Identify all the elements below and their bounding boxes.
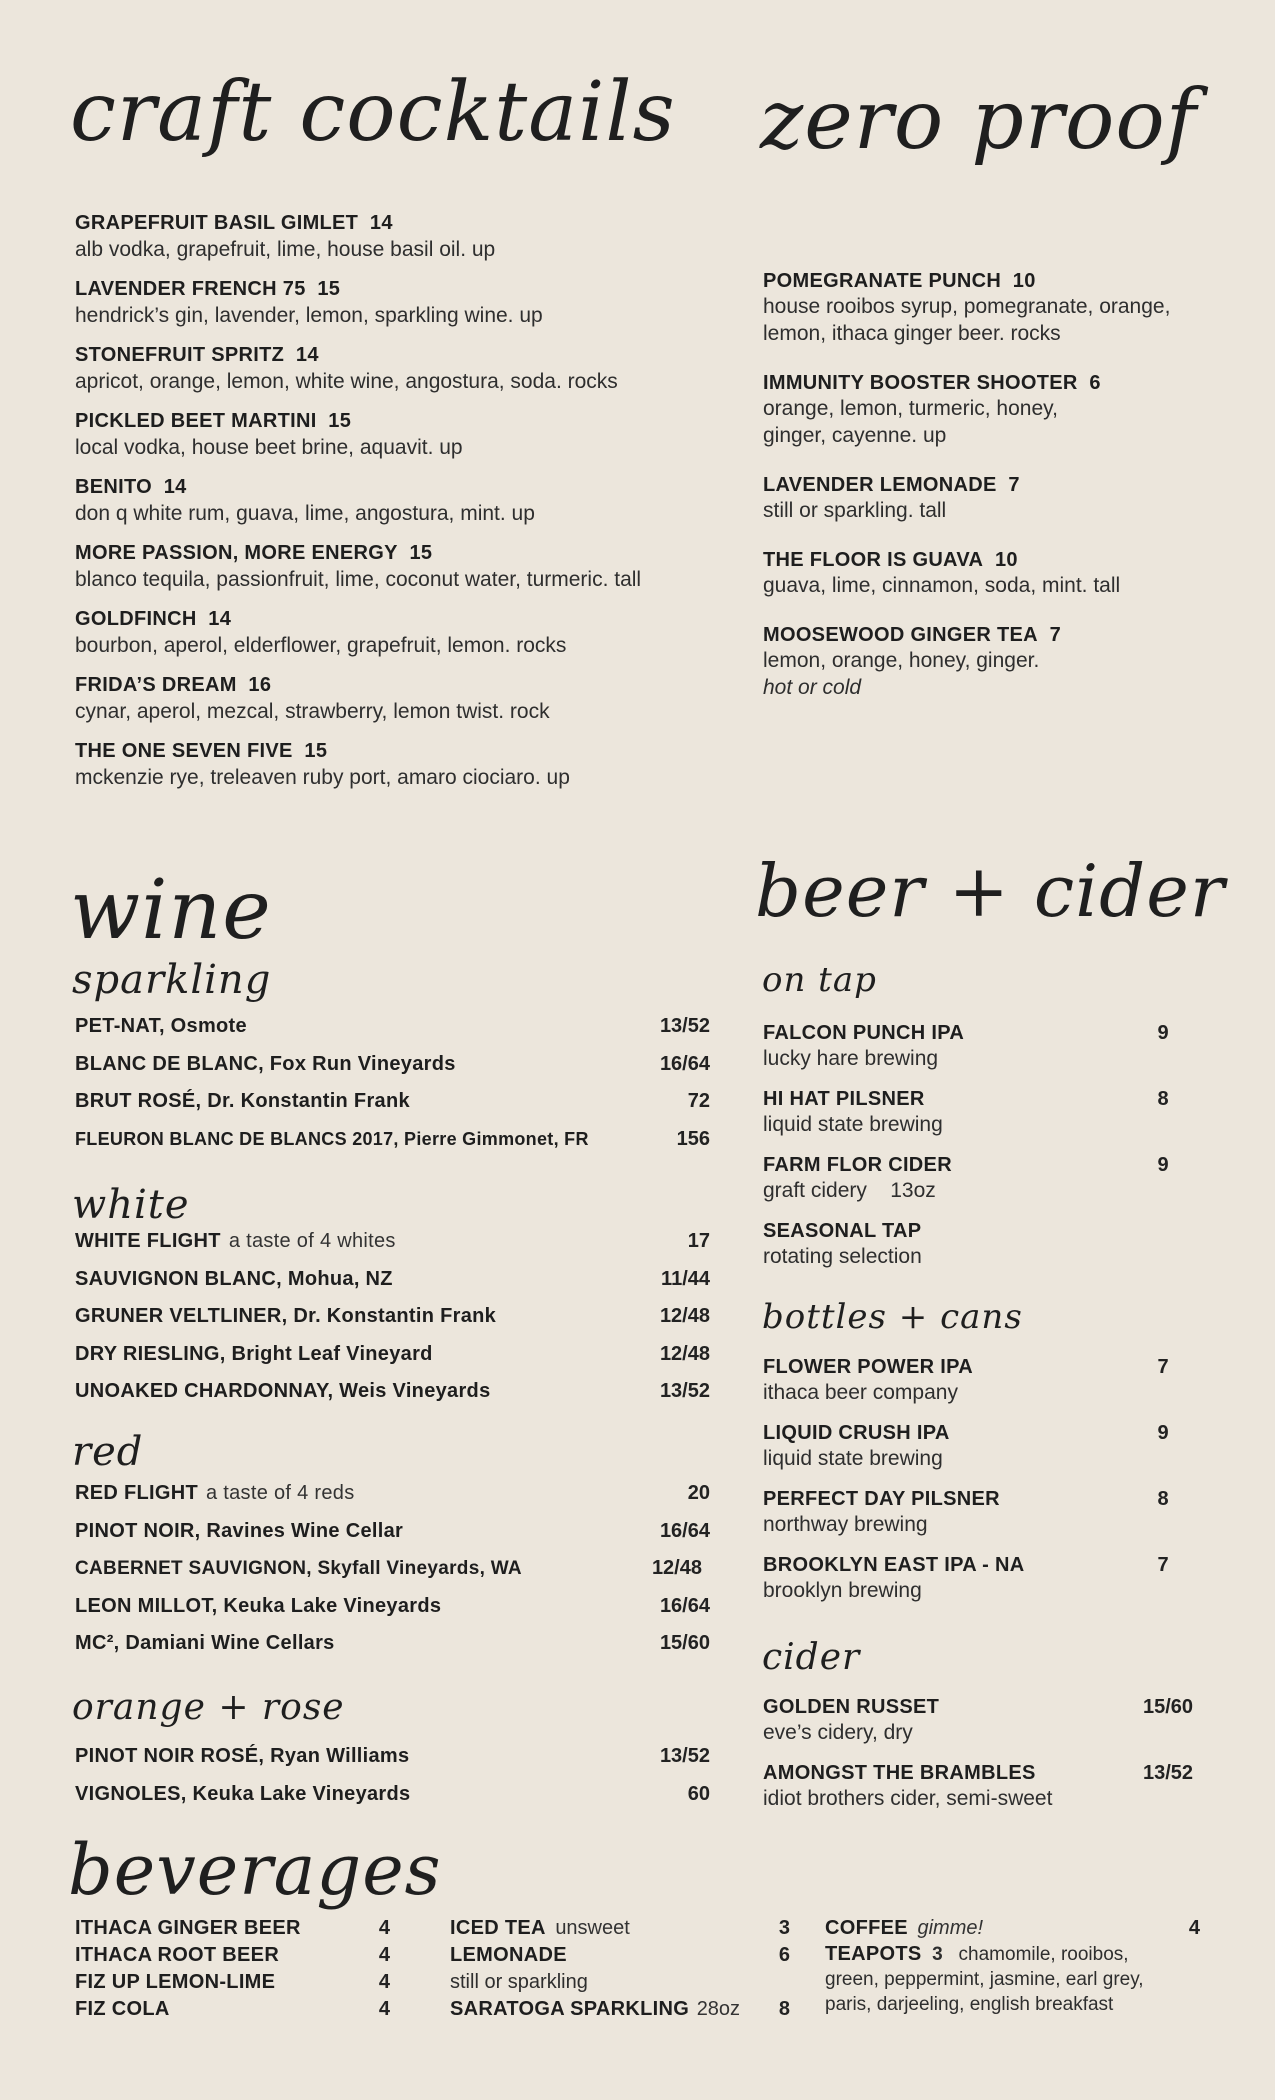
beverage-row: [450, 1996, 790, 2023]
wine-row: [75, 1482, 710, 1520]
wine-name: PINOT NOIR, Ravines Wine Cellar: [75, 1519, 404, 1542]
item-desc: blanco tequila, passionfruit, lime, coconut water, turmeric. tall: [75, 568, 642, 591]
item-desc: bourbon, aperol, elderflower, grapefruit, lemon. rocks: [75, 634, 567, 657]
wine-name: WHITE FLIGHT: [75, 1230, 221, 1252]
white-heading: white: [72, 1182, 190, 1228]
wine-name: LEON MILLOT, Keuka Lake Vineyards: [75, 1594, 442, 1617]
wine-name: BLANC DE BLANC, Fox Run Vineyards: [75, 1052, 456, 1075]
wine-price: 12/48: [659, 1342, 710, 1365]
wine-row: [75, 1343, 710, 1381]
item-price: 7: [1049, 624, 1062, 646]
beverage-name: SARATOGA SPARKLING: [450, 1998, 690, 2020]
beverage-row: [75, 1942, 390, 1969]
wine-row: [75, 1015, 710, 1053]
cider-desc: eve’s cidery, dry: [763, 1721, 913, 1744]
menu-item: [75, 606, 735, 659]
beverage-price: 4: [378, 1917, 390, 1939]
wine-price: 15/60: [659, 1632, 710, 1654]
item-desc: cynar, aperol, mezcal, strawberry, lemon twist. rock: [75, 700, 550, 723]
wine-price: 60: [687, 1782, 710, 1805]
beverage-price: 3: [932, 1944, 943, 1965]
cocktails-heading: craft cocktails: [70, 65, 676, 160]
wine-name: UNOAKED CHARDONNAY, Weis Vineyards: [75, 1380, 491, 1402]
cider-heading: cider: [762, 1637, 861, 1678]
beer-name: LIQUID CRUSH IPA: [763, 1422, 950, 1444]
wine-price: 16/64: [659, 1594, 710, 1617]
wine-name: BRUT ROSÉ, Dr. Konstantin Frank: [75, 1090, 410, 1112]
beer-name: HI HAT PILSNER: [763, 1088, 925, 1110]
beverage-price: 4: [378, 1944, 390, 1966]
beer-item: [763, 1154, 1203, 1204]
wine-row: [75, 1128, 710, 1166]
wine-row: [75, 1745, 710, 1783]
beverage-name: FIZ COLA: [75, 1998, 170, 2020]
item-price: 14: [295, 344, 319, 366]
wine-price: 13/52: [659, 1745, 710, 1767]
item-desc: house rooibos syrup, pomegranate, orange, lemon, ithaca ginger beer. rocks: [763, 295, 1171, 345]
beer-desc: liquid state brewing: [763, 1113, 943, 1136]
beverage-name: TEAPOTS: [825, 1943, 922, 1965]
beer-item: [763, 1762, 1203, 1812]
item-price: 15: [304, 740, 328, 762]
zero-proof-list: [763, 270, 1203, 714]
beer-item: [763, 1022, 1203, 1072]
wine-row: [75, 1268, 710, 1306]
item-price: 6: [1089, 372, 1101, 394]
item-price: 7: [1008, 474, 1020, 496]
wine-price: 156: [676, 1127, 710, 1150]
cider-name: AMONGST THE BRAMBLES: [763, 1762, 1036, 1784]
item-name: LAVENDER LEMONADE: [763, 474, 997, 496]
orange-rose-heading: orange + rose: [72, 1687, 345, 1728]
beer-desc: ithaca beer company: [763, 1381, 958, 1404]
beer-price: 7: [1157, 1554, 1169, 1576]
menu-item: [75, 408, 735, 461]
beverage-price: 6: [778, 1944, 790, 1966]
beer-name: SEASONAL TAP: [763, 1220, 922, 1242]
item-name: POMEGRANATE PUNCH: [763, 270, 1002, 292]
beverage-row: [75, 1915, 390, 1942]
wine-price: 72: [687, 1090, 710, 1112]
menu-item: [763, 270, 1203, 347]
wine-price: 11/44: [661, 1267, 710, 1290]
item-desc: don q white rum, guava, lime, angostura, mint. up: [75, 502, 535, 525]
menu-item: [763, 372, 1203, 449]
beverages-col-2: [450, 1915, 790, 2023]
wine-name: RED FLIGHT: [75, 1482, 198, 1504]
item-name: PICKLED BEET MARTINI: [75, 410, 317, 432]
item-desc: guava, lime, cinnamon, soda, mint. tall: [763, 574, 1121, 597]
wine-price: 17: [687, 1230, 710, 1252]
bottles-list: [763, 1356, 1203, 1620]
beer-item: [763, 1422, 1203, 1472]
beverages-heading: beverages: [68, 1829, 442, 1911]
menu-item: [763, 624, 1203, 701]
wine-row: [75, 1520, 710, 1558]
beverage-note: unsweet: [555, 1917, 630, 1939]
beverage-name: ITHACA ROOT BEER: [75, 1944, 280, 1966]
menu-item: [75, 474, 735, 527]
wine-price: 16/64: [659, 1052, 710, 1075]
bottles-cans-heading: bottles + cans: [762, 1297, 1023, 1337]
item-name: MORE PASSION, MORE ENERGY: [75, 542, 398, 564]
wine-price: 12/48: [659, 1305, 710, 1327]
red-list: [75, 1482, 710, 1670]
cider-price: 15/60: [1142, 1696, 1194, 1718]
beer-name: FLOWER POWER IPA: [763, 1356, 973, 1378]
wine-row: [75, 1380, 710, 1418]
orange-rose-list: [75, 1745, 710, 1820]
sparkling-list: [75, 1015, 710, 1165]
cider-price: 13/52: [1142, 1762, 1194, 1784]
item-name: LAVENDER FRENCH 75: [75, 278, 306, 300]
beverage-row: [450, 1915, 790, 1942]
cider-desc: idiot brothers cider, semi-sweet: [763, 1787, 1053, 1810]
wine-heading: wine: [70, 863, 272, 958]
menu-item: [75, 210, 735, 263]
beer-item: [763, 1356, 1203, 1406]
beverage-row: [75, 1996, 390, 2023]
menu-item: [75, 672, 735, 725]
zero-proof-heading: zero proof: [760, 73, 1198, 168]
wine-name: GRUNER VELTLINER, Dr. Konstantin Frank: [75, 1305, 497, 1327]
beer-price: 9: [1157, 1154, 1169, 1176]
wine-row: [75, 1230, 710, 1268]
beer-name: FALCON PUNCH IPA: [763, 1022, 965, 1044]
item-price: 16: [248, 674, 272, 696]
menu-item: [75, 342, 735, 395]
wine-name: FLEURON BLANC DE BLANCS 2017, Pierre Gimmonet, FR: [75, 1128, 589, 1149]
menu-item: [75, 276, 735, 329]
beverage-note: chamomile, rooibos, green, peppermint, jasmine, earl grey, paris, darjeeling, english breakfast: [825, 1944, 1144, 2015]
wine-price: 13/52: [659, 1015, 710, 1037]
white-list: [75, 1230, 710, 1418]
wine-row: [75, 1557, 710, 1595]
item-name: GRAPEFRUIT BASIL GIMLET: [75, 212, 359, 234]
item-desc: lemon, orange, honey, ginger.: [763, 649, 1040, 672]
beverage-note: 28oz: [696, 1998, 741, 2020]
cider-name: GOLDEN RUSSET: [763, 1696, 940, 1718]
beverage-price: 4: [378, 1998, 390, 2020]
item-name: THE FLOOR IS GUAVA: [763, 549, 984, 571]
beer-price: 8: [1157, 1488, 1169, 1510]
beverage-price: 4: [378, 1971, 390, 1993]
beverage-name: ICED TEA: [450, 1917, 546, 1939]
item-price: 10: [1012, 270, 1036, 292]
wine-name: PINOT NOIR ROSÉ, Ryan Williams: [75, 1745, 410, 1767]
wine-row: [75, 1305, 710, 1343]
red-heading: red: [72, 1429, 144, 1475]
menu-item: [763, 549, 1203, 599]
beer-desc: rotating selection: [763, 1245, 922, 1268]
item-desc: orange, lemon, turmeric, honey, ginger, cayenne. up: [763, 397, 1058, 447]
beverage-price: 4: [1188, 1917, 1200, 1939]
menu-item: [75, 540, 735, 593]
beverage-note: gimme!: [917, 1917, 984, 1939]
item-desc: local vodka, house beet brine, aquavit. up: [75, 436, 463, 459]
beer-name: FARM FLOR CIDER: [763, 1154, 952, 1176]
beverage-row: [825, 1915, 1200, 1942]
beer-name: PERFECT DAY PILSNER: [763, 1488, 1000, 1510]
wine-price: 20: [687, 1482, 710, 1504]
cocktails-list: [75, 210, 735, 804]
beer-desc: brooklyn brewing: [763, 1579, 922, 1602]
on-tap-heading: on tap: [762, 960, 877, 1000]
cider-list: [763, 1696, 1203, 1828]
item-price: 15: [328, 410, 352, 432]
beer-price: 7: [1157, 1356, 1169, 1378]
wine-name: VIGNOLES, Keuka Lake Vineyards: [75, 1782, 411, 1805]
wine-row: [75, 1783, 710, 1821]
beverage-name: FIZ UP LEMON-LIME: [75, 1971, 276, 1993]
wine-row: [75, 1090, 710, 1128]
beverages-col-1: [75, 1915, 390, 2023]
beer-desc: graft cidery 13oz: [763, 1179, 936, 1202]
beer-cider-heading: beer + cider: [755, 849, 1226, 933]
wine-name: CABERNET SAUVIGNON, Skyfall Vineyards, WA: [75, 1558, 522, 1579]
item-name: BENITO: [75, 476, 152, 498]
beer-item: [763, 1220, 1203, 1270]
wine-name: MC², Damiani Wine Cellars: [75, 1632, 335, 1654]
item-desc: mckenzie rye, treleaven ruby port, amaro ciociaro. up: [75, 766, 570, 789]
beer-price: 9: [1157, 1022, 1169, 1044]
item-price: 14: [369, 212, 393, 234]
beverages-col-3: [825, 1915, 1200, 2017]
item-name: STONEFRUIT SPRITZ: [75, 344, 285, 366]
beverage-note: still or sparkling: [450, 1971, 588, 1993]
wine-name: SAUVIGNON BLANC, Mohua, NZ: [75, 1267, 393, 1290]
wine-price: 13/52: [659, 1380, 710, 1402]
beer-item: [763, 1088, 1203, 1138]
beverage-name: LEMONADE: [450, 1944, 567, 1966]
beverage-row: [75, 1969, 390, 1996]
beverage-price: 8: [778, 1998, 790, 2020]
wine-name: DRY RIESLING, Bright Leaf Vineyard: [75, 1342, 433, 1365]
beverage-row: [450, 1942, 790, 1969]
beverage-name: COFFEE: [825, 1917, 908, 1939]
item-price: 14: [163, 476, 187, 498]
beverage-name: ITHACA GINGER BEER: [75, 1917, 301, 1939]
teapots-row: [825, 1942, 1185, 2017]
item-price: 14: [208, 608, 232, 630]
beer-desc: northway brewing: [763, 1513, 928, 1536]
item-desc: still or sparkling. tall: [763, 499, 947, 522]
wine-row: [75, 1632, 710, 1670]
item-name: MOOSEWOOD GINGER TEA: [763, 624, 1038, 646]
on-tap-list: [763, 1022, 1203, 1286]
beer-desc: lucky hare brewing: [763, 1047, 939, 1070]
beer-item: [763, 1488, 1203, 1538]
wine-note: a taste of 4 reds: [206, 1482, 355, 1504]
item-name: GOLDFINCH: [75, 608, 197, 630]
item-price: 15: [409, 542, 433, 564]
beverage-price: 3: [778, 1917, 790, 1939]
item-desc: apricot, orange, lemon, white wine, angostura, soda. rocks: [75, 370, 618, 393]
item-name: FRIDA’S DREAM: [75, 674, 237, 696]
sparkling-heading: sparkling: [72, 957, 272, 1003]
item-price: 10: [994, 549, 1018, 571]
beer-price: 8: [1157, 1088, 1169, 1110]
item-desc: hendrick’s gin, lavender, lemon, sparkling wine. up: [75, 304, 543, 327]
item-price: 15: [317, 278, 341, 300]
item-name: IMMUNITY BOOSTER SHOOTER: [763, 372, 1078, 394]
wine-row: [75, 1053, 710, 1091]
menu-item: [763, 474, 1203, 524]
beer-item: [763, 1554, 1203, 1604]
wine-note: a taste of 4 whites: [228, 1230, 396, 1252]
beer-desc: liquid state brewing: [763, 1447, 943, 1470]
wine-row: [75, 1595, 710, 1633]
item-desc: alb vodka, grapefruit, lime, house basil oil. up: [75, 238, 496, 261]
menu-item: [75, 738, 735, 791]
item-name: THE ONE SEVEN FIVE: [75, 740, 293, 762]
item-note: hot or cold: [763, 676, 862, 699]
wine-price: 16/64: [659, 1519, 710, 1542]
wine-price: 12/48: [651, 1557, 702, 1579]
wine-name: PET-NAT, Osmote: [75, 1015, 247, 1037]
beer-item: [763, 1696, 1203, 1746]
beer-name: BROOKLYN EAST IPA - NA: [763, 1554, 1025, 1576]
beer-price: 9: [1157, 1422, 1169, 1444]
